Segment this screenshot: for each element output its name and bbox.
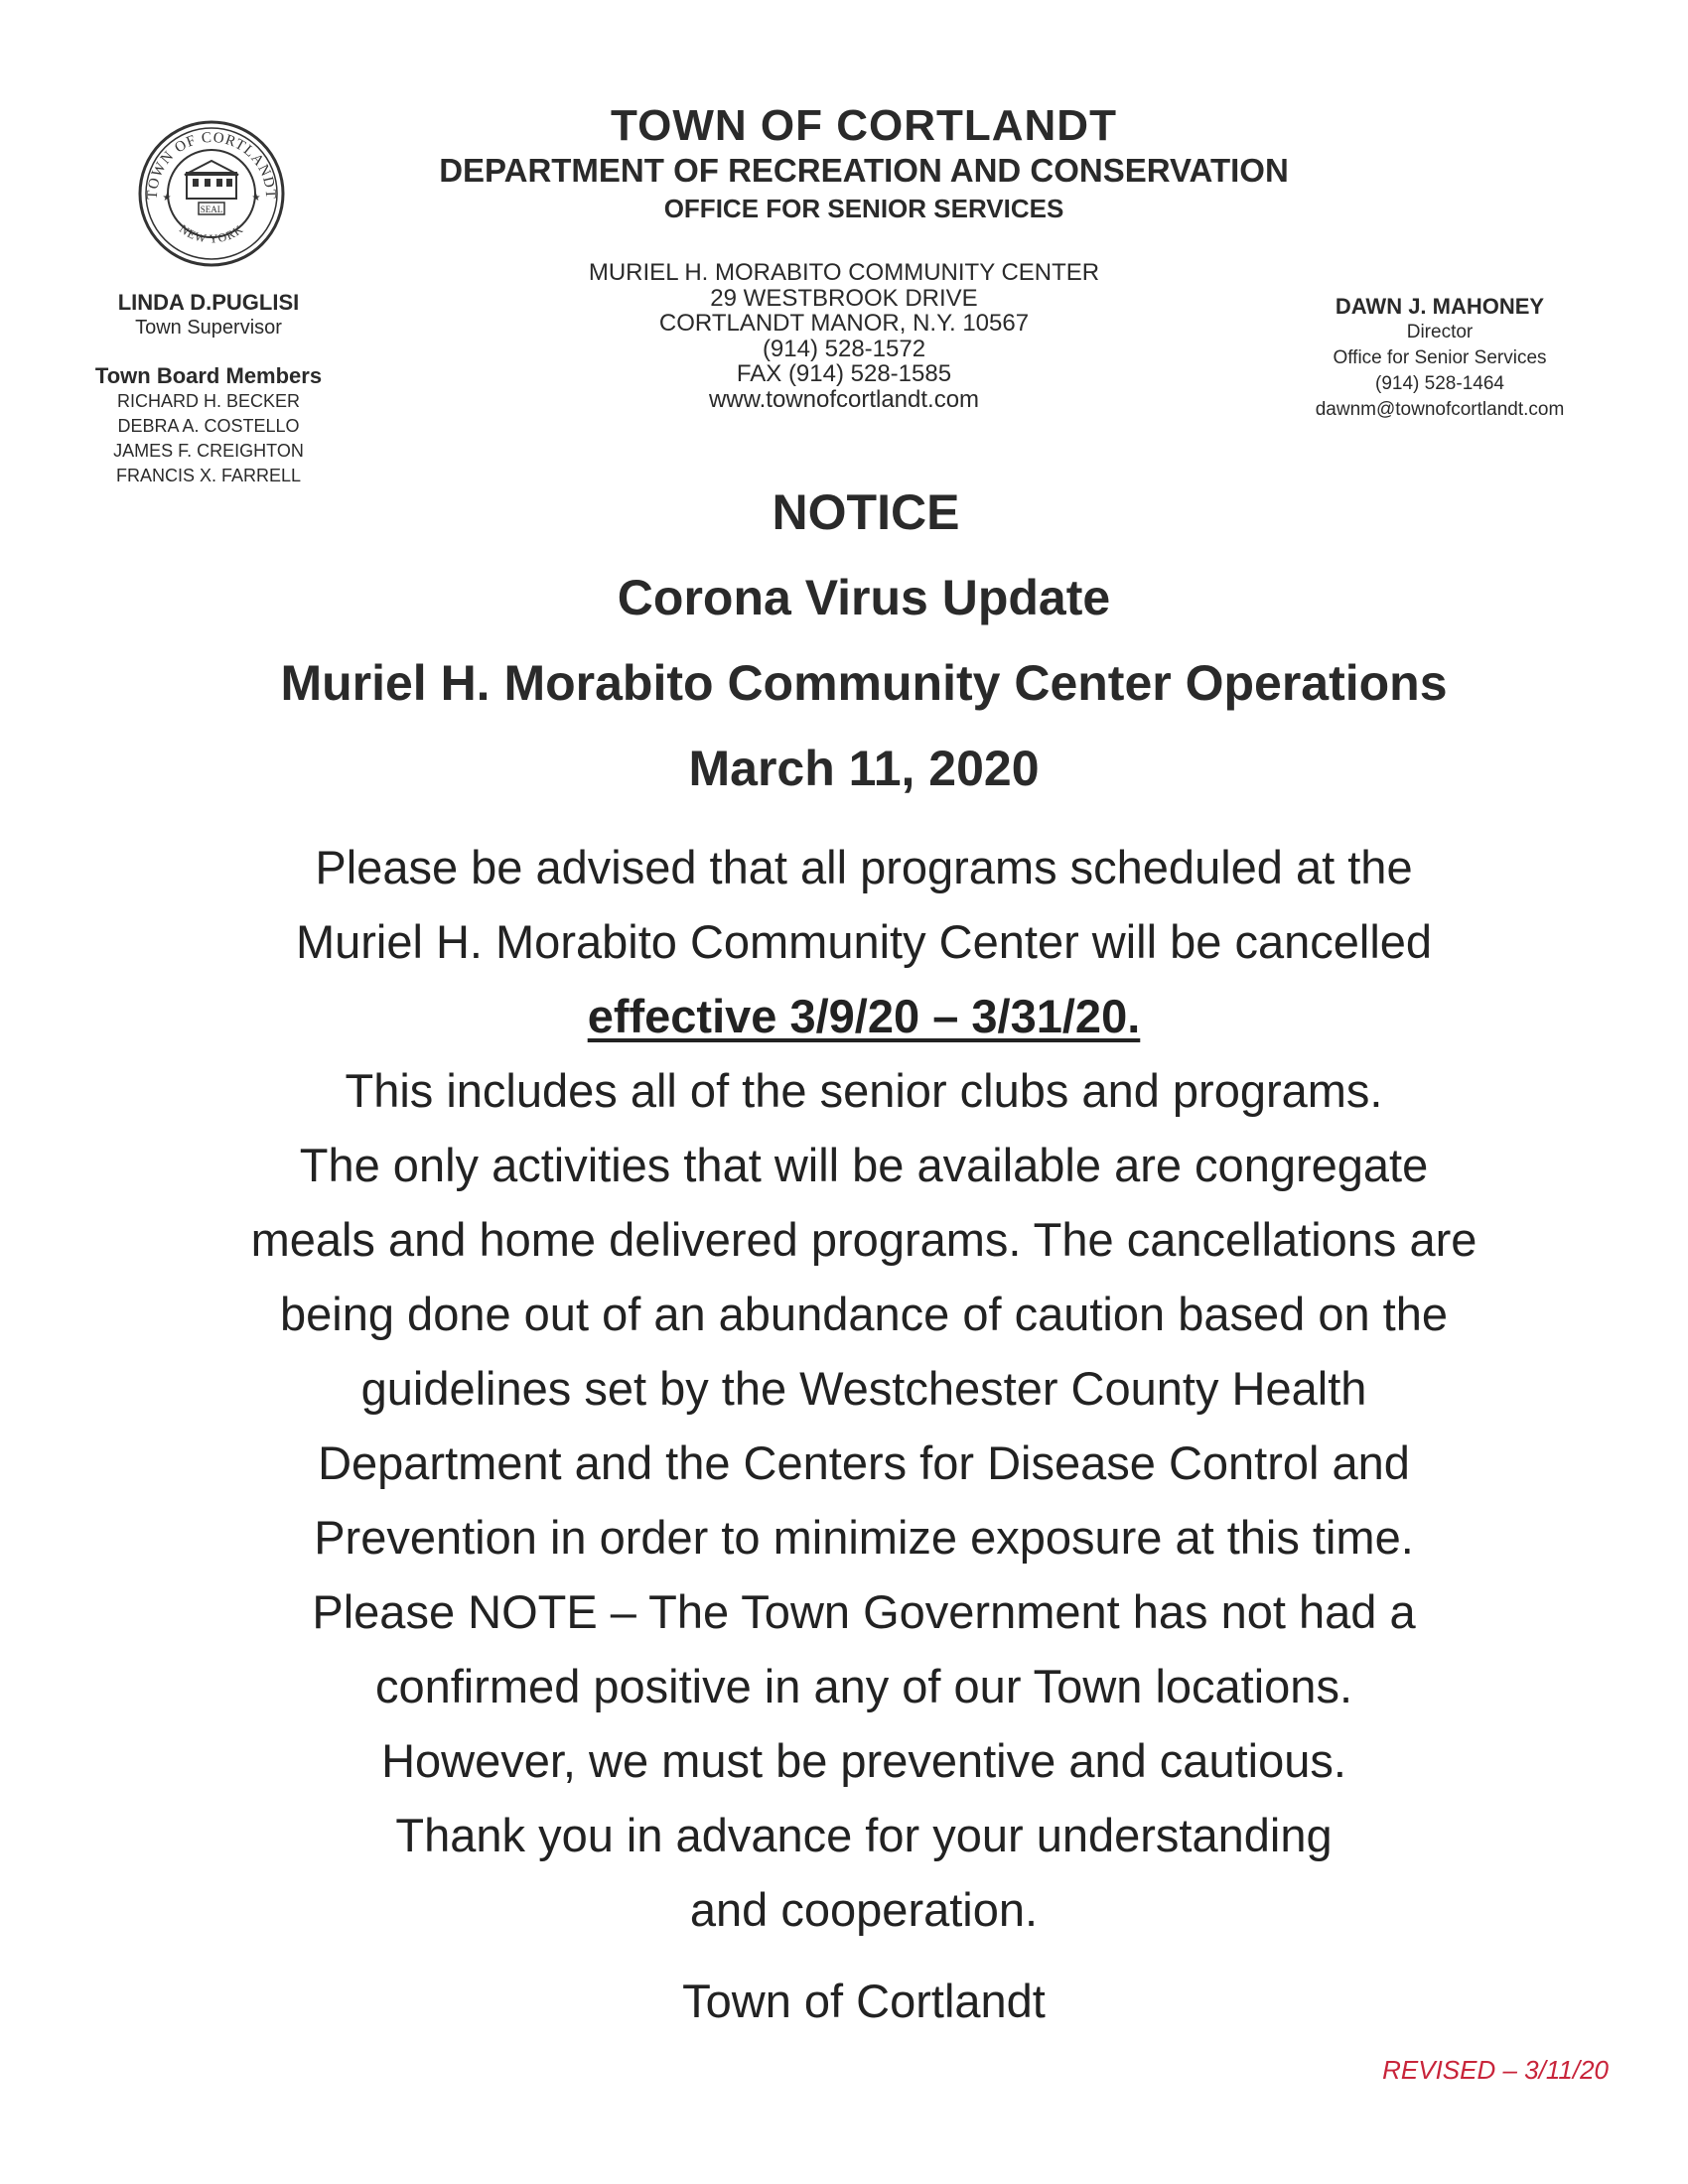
director-name: DAWN J. MAHONEY [1335,294,1545,319]
town-seal-logo [137,119,286,268]
letterhead-header [338,101,1390,226]
address-line: 29 WESTBROOK DRIVE [710,284,978,312]
body-line: Department and the Centers for Disease Control and [318,1436,1410,1489]
department-name: DEPARTMENT OF RECREATION AND CONSERVATION [439,152,1289,189]
body-line: However, we must be preventive and cautious. [381,1734,1346,1787]
officials-left-column [40,290,377,488]
address-line: (914) 528-1572 [762,335,926,362]
supervisor-name: LINDA D.PUGLISI [117,290,300,315]
supervisor-title: Town Supervisor [135,317,282,339]
director-email: dawnm@townofcortlandt.com [1315,399,1565,420]
director-phone: (914) 528-1464 [1375,373,1504,394]
director-right-column [1271,294,1609,423]
svg-text:NEW YORK: NEW YORK [177,221,246,246]
body-line: Prevention in order to minimize exposure at this time. [314,1511,1414,1564]
board-member: JAMES F. CREIGHTON [113,441,304,461]
svg-text:★: ★ [251,193,261,204]
body-line: Please NOTE – The Town Government has not had a [312,1585,1416,1638]
body-line: meals and home delivered programs. The cancellations are [250,1213,1477,1266]
director-title: Director [1406,322,1474,342]
office-name: OFFICE FOR SENIOR SERVICES [663,194,1064,223]
body-line: confirmed positive in any of our Town locations. [374,1660,1353,1712]
director-office: Office for Senior Services [1333,347,1547,368]
svg-text:TOWN OF CORTLANDT: TOWN OF CORTLANDT [144,129,279,201]
notice-heading: NOTICE [772,484,960,540]
address-line: MURIEL H. MORABITO COMMUNITY CENTER [588,259,1100,286]
notice-body [60,830,1668,1947]
revised-stamp: REVISED – 3/11/20 [1382,2055,1609,2085]
body-line: Thank you in advance for your understanding [395,1809,1333,1861]
body-line: and cooperation. [689,1883,1039,1936]
board-member: RICHARD H. BECKER [116,391,301,411]
signoff: Town of Cortlandt [682,1975,1046,2027]
body-line: Please be advised that all programs scheduled at the [315,841,1413,893]
website-line: www.townofcortlandt.com [708,385,980,413]
notice-location: Muriel H. Morabito Community Center Operations [280,655,1448,711]
svg-text:SEAL: SEAL [200,205,223,214]
town-name: TOWN OF CORTLANDT [611,101,1117,150]
notice-date: March 11, 2020 [688,741,1040,796]
address-line: CORTLANDT MANOR, N.Y. 10567 [658,310,1030,337]
effective-dates: effective 3/9/20 – 3/31/20. [587,990,1141,1042]
body-line: being done out of an abundance of caution based on the [280,1288,1448,1340]
board-member: DEBRA A. COSTELLO [117,416,300,436]
notice-subheading: Corona Virus Update [617,570,1111,625]
center-address-block [496,260,1192,412]
svg-text:★: ★ [162,193,172,204]
board-member: FRANCIS X. FARRELL [115,466,302,485]
address-line: FAX (914) 528-1585 [736,360,952,387]
body-line: Muriel H. Morabito Community Center will be cancelled [295,915,1433,968]
body-line: guidelines set by the Westchester County Health [360,1362,1367,1415]
board-heading: Town Board Members [94,363,323,388]
body-line: This includes all of the senior clubs and programs. [345,1064,1383,1117]
body-line: The only activities that will be available are congregate [299,1139,1429,1191]
